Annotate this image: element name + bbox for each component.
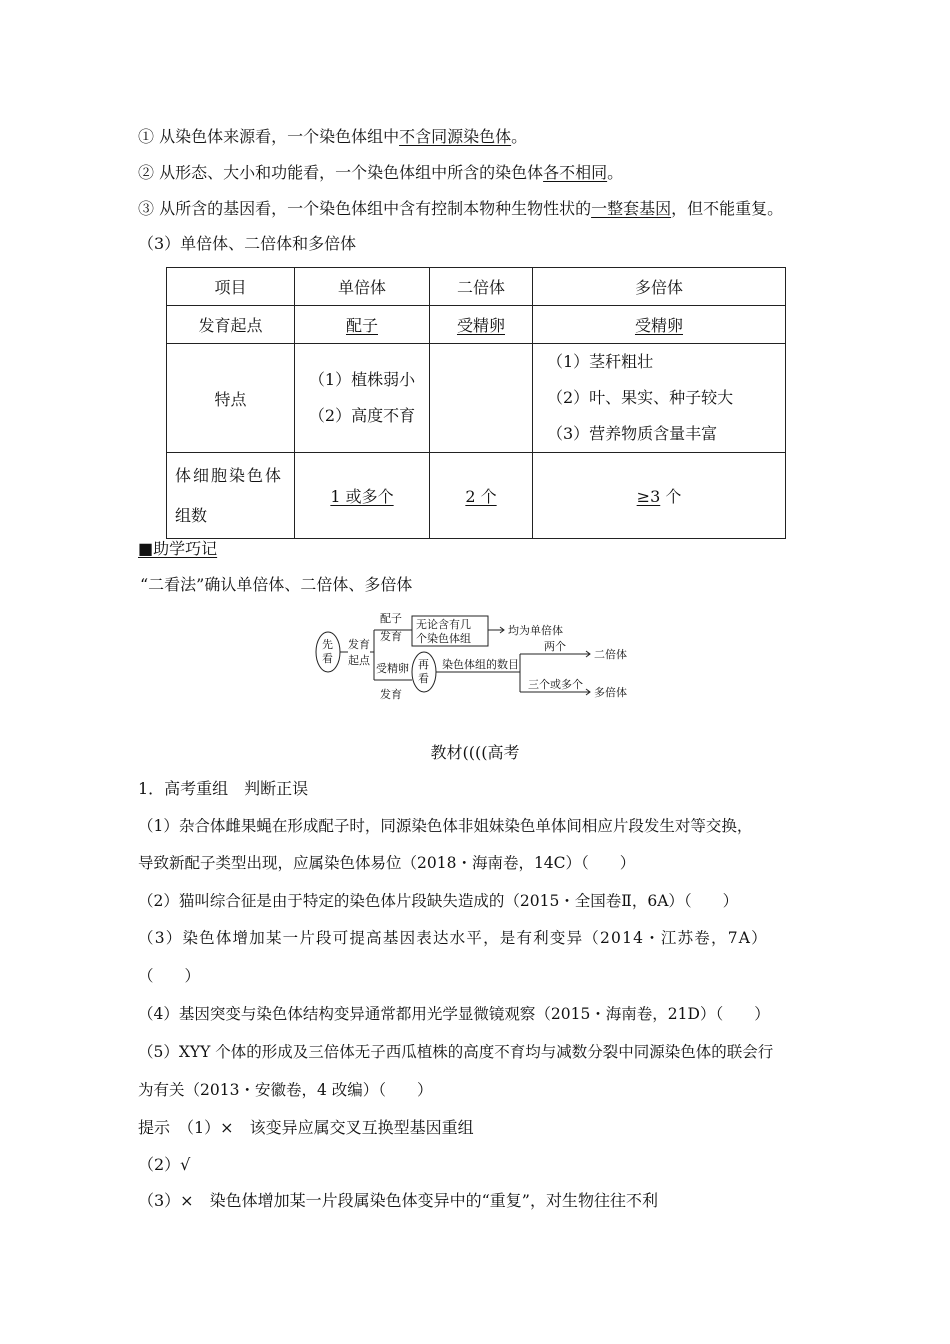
table-row — [167, 306, 786, 344]
three-label: 三个或多个 — [528, 678, 583, 691]
first-look-text: 先 — [322, 638, 333, 651]
table-header-row — [167, 268, 786, 306]
sets-count-label: 染色体组的数目 — [442, 658, 519, 671]
cell: （1）植株弱小 （2）高度不育 — [295, 344, 430, 453]
question-2: （2）猫叫综合征是由于特定的染色体片段缺失造成的（2015・全国卷Ⅱ，6A）（ ） — [138, 892, 739, 910]
cell: 2 个 — [430, 453, 533, 539]
table-header: 二倍体 — [430, 268, 533, 306]
svg-text:看: 看 — [322, 652, 333, 665]
question-5: （5）XYY 个体的形成及三倍体无子西瓜植株的高度不育均与减数分裂中同源染色体的联会行 — [138, 1043, 774, 1061]
row-label: 体细胞染色体 组数 — [167, 453, 295, 539]
cell: （1）茎秆粗壮 （2）叶、果实、种子较大 （3）营养物质含量丰富 — [533, 344, 786, 453]
origin-label: 发育 — [348, 638, 370, 651]
svg-text:看: 看 — [418, 672, 429, 685]
exercise-heading: 1．高考重组 判断正误 — [138, 779, 309, 798]
ploidy-table — [166, 267, 786, 539]
table-header: 项目 — [167, 268, 295, 306]
row-label: 发育起点 — [167, 306, 295, 344]
table-row — [167, 344, 786, 453]
diploid-result: 二倍体 — [594, 648, 627, 661]
box-text: 无论含有几 — [416, 618, 471, 631]
svg-text:个染色体组: 个染色体组 — [416, 632, 471, 645]
answer-underline: 各不相同 — [543, 163, 608, 182]
question-1-cont: 导致新配子类型出现，应属染色体易位（2018・海南卷，14C）（ ） — [138, 854, 636, 872]
table-header: 多倍体 — [533, 268, 786, 306]
helper-title: ■助学巧记 — [138, 539, 218, 558]
answer-1: 提示 （1）× 该变异应属交叉互换型基因重组 — [138, 1118, 474, 1137]
row-label: 特点 — [167, 344, 295, 453]
cell: 1 或多个 — [295, 453, 430, 539]
haploid-result: 均为单倍体 — [508, 624, 563, 637]
answer-underline: 不含同源染色体 — [399, 127, 512, 146]
second-look-text: 再 — [418, 658, 429, 671]
cell — [430, 344, 533, 453]
two-label: 两个 — [544, 640, 566, 653]
gamete-label: 配子 — [380, 612, 402, 625]
question-1: （1）杂合体雌果蝇在形成配子时，同源染色体非姐妹染色单体间相应片段发生对等交换， — [138, 817, 753, 835]
develop-label: 发育 — [380, 630, 402, 643]
question-3-cont: （ ） — [138, 967, 201, 985]
zygote-label: 受精卵 — [376, 662, 409, 675]
cell: 受精卵 — [533, 306, 786, 344]
point-3: ③ 从所含的基因看，一个染色体组中含有控制本物种生物性状的一整套基因，但不能重复。 — [138, 199, 784, 218]
table-row — [167, 453, 786, 539]
polyploid-result: 多倍体 — [594, 686, 627, 699]
develop-label: 发育 — [380, 688, 402, 701]
answer-3: （3）× 染色体增加某一片段属染色体变异中的“重复”，对生物往往不利 — [138, 1191, 658, 1210]
answer-underline: 一整套基因 — [591, 199, 672, 218]
cell: 受精卵 — [430, 306, 533, 344]
question-3: （3）染色体增加某一片段可提高基因表达水平，是有利变异（2014・江苏卷，7A） — [138, 929, 768, 947]
two-look-diagram — [308, 606, 644, 716]
point-2: ② 从形态、大小和功能看，一个染色体组中所含的染色体各不相同。 — [138, 163, 624, 182]
cell: 配子 — [295, 306, 430, 344]
question-4: （4）基因突变与染色体结构变异通常都用光学显微镜观察（2015・海南卷，21D）（ ） — [138, 1005, 770, 1023]
question-5-cont: 为有关（2013・安徽卷，4 改编）（ ） — [138, 1081, 433, 1099]
table-header: 单倍体 — [295, 268, 430, 306]
svg-text:起点: 起点 — [348, 654, 370, 667]
section-3-heading: （3）单倍体、二倍体和多倍体 — [138, 234, 357, 253]
answer-2: （2）√ — [138, 1155, 191, 1174]
point-1: ① 从染色体来源看，一个染色体组中不含同源染色体。 — [138, 127, 528, 146]
cell: ≥3 个 — [533, 453, 786, 539]
helper-subtitle: “二看法”确认单倍体、二倍体、多倍体 — [140, 575, 413, 594]
section-title: 教材((((高考 — [430, 743, 520, 762]
